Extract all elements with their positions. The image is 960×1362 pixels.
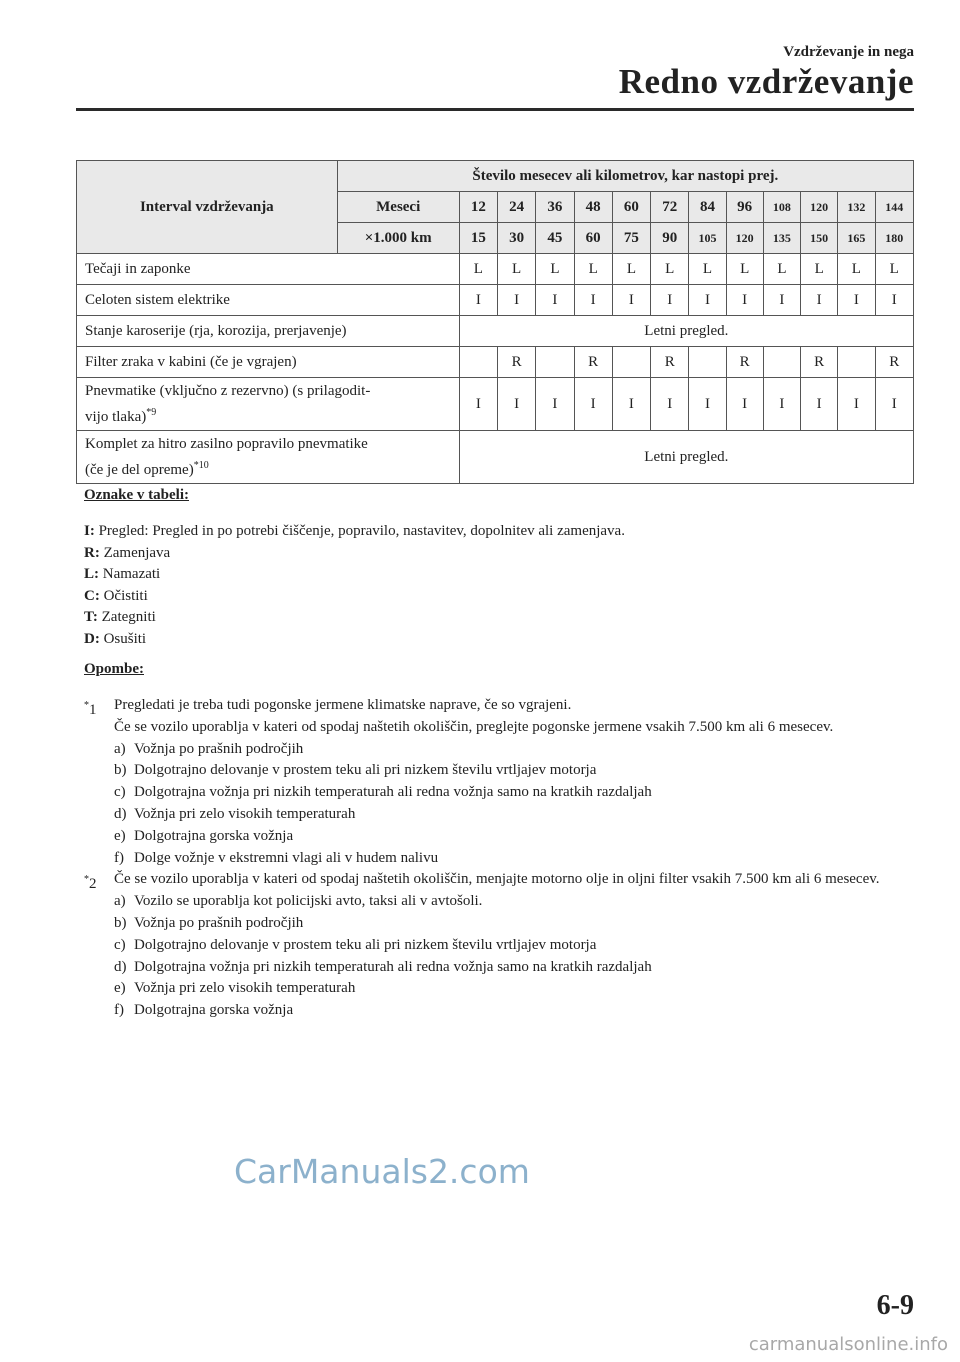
table-cell: I (536, 285, 574, 316)
annual-check-cell: Letni pregled. (459, 316, 913, 347)
legend-text: Zategniti (101, 609, 156, 626)
table-cell: I (875, 285, 914, 316)
table-cell: R (726, 347, 763, 378)
note-item-key: f) (114, 849, 124, 866)
note-item-text: Dolgotrajna gorska vožnja (134, 1002, 294, 1019)
table-cell: I (574, 378, 612, 431)
watermark-logo: CarManuals2.com (234, 1152, 530, 1191)
table-cell: I (838, 285, 875, 316)
annual-check-cell: Letni pregled. (459, 431, 913, 484)
legend-title: Oznake v tabeli: (84, 487, 189, 503)
km-cell: 180 (875, 223, 914, 254)
months-label: Meseci (337, 192, 459, 223)
maintenance-table (76, 160, 914, 484)
km-cell: 15 (459, 223, 497, 254)
month-cell: 72 (651, 192, 689, 223)
note-item-key: c) (114, 784, 126, 801)
month-cell: 144 (875, 192, 914, 223)
row-label (77, 431, 460, 484)
note-item (114, 848, 914, 870)
legend-item (84, 629, 625, 651)
note-item-text: Vožnja pri zelo visokih temperaturah (134, 805, 356, 822)
table-cell: I (498, 285, 536, 316)
table-row (77, 316, 914, 347)
legend-key: I: (84, 523, 95, 539)
table-row (77, 254, 914, 285)
month-cell: 84 (689, 192, 726, 223)
note-item-key: b) (114, 762, 127, 779)
row-label-line1: Komplet za hitro zasilno popravilo pnevmatike (85, 435, 368, 452)
legend-item (84, 564, 625, 586)
row-label: Stanje karoserije (rja, korozija, prerjavenje) (77, 316, 460, 347)
row-label-line1: Pnevmatike (vključno z rezervno) (s prilagodit- (85, 382, 371, 399)
table-cell: I (498, 378, 536, 431)
table-cell: R (875, 347, 914, 378)
note-item (114, 913, 914, 935)
table-cell: I (536, 378, 574, 431)
month-cell: 132 (838, 192, 875, 223)
table-header-row (77, 161, 914, 192)
note-2 (84, 869, 914, 1022)
table-cell: R (574, 347, 612, 378)
table-cell: I (801, 285, 838, 316)
note-item (114, 891, 914, 913)
note-text: Če se vozilo uporablja v kateri od spodaj naštetih okoliščin, preglejte pogonske jermene vsakih 7.500 km ali 6 mesecev. (114, 718, 834, 735)
legend-key: T: (84, 609, 98, 626)
km-cell: 45 (536, 223, 574, 254)
footnote-ref: *9 (146, 406, 157, 418)
note-item-key: d) (114, 805, 127, 822)
legend-text: Zamenjava (103, 544, 171, 561)
row-label: Tečaji in zaponke (77, 254, 460, 285)
table-cell: I (801, 378, 838, 431)
legend-text: Očistiti (103, 587, 148, 604)
table-cell: R (498, 347, 536, 378)
km-cell: 30 (498, 223, 536, 254)
note-item (114, 760, 914, 782)
table-cell: L (838, 254, 875, 285)
table-cell: I (574, 285, 612, 316)
month-cell: 24 (498, 192, 536, 223)
table-row (77, 431, 914, 484)
note-item-key: e) (114, 827, 126, 844)
note-item-text: Vožnja po prašnih področjih (134, 740, 304, 757)
note-item (114, 782, 914, 804)
table-cell: L (689, 254, 726, 285)
legend-item (84, 543, 625, 565)
note-item (114, 739, 914, 761)
table-cell: I (838, 378, 875, 431)
section-title: Vzdrževanje in nega (783, 44, 914, 60)
km-cell: 60 (574, 223, 612, 254)
note-item-text: Vožnja po prašnih področjih (134, 914, 304, 931)
table-cell: L (612, 254, 650, 285)
legend-key: C: (84, 587, 100, 604)
table-cell (689, 347, 726, 378)
table-body (77, 161, 914, 484)
km-cell: 150 (801, 223, 838, 254)
note-item-key: e) (114, 980, 126, 997)
note-item-key: a) (114, 740, 126, 757)
table-cell: L (726, 254, 763, 285)
table-cell: I (651, 378, 689, 431)
table-cell: R (651, 347, 689, 378)
table-cell: L (498, 254, 536, 285)
table-cell: L (763, 254, 800, 285)
month-cell: 36 (536, 192, 574, 223)
notes-title: Opombe: (84, 661, 144, 677)
table-cell: I (459, 378, 497, 431)
note-item-text: Dolgotrajna vožnja pri nizkih temperaturah ali redna vožnja samo na kratkih razdaljah (134, 958, 652, 975)
table-cell (838, 347, 875, 378)
row-label: Celoten sistem elektrike (77, 285, 460, 316)
table-cell: L (536, 254, 574, 285)
km-label: ×1.000 km (337, 223, 459, 254)
legend-item (84, 521, 625, 543)
table-cell: L (875, 254, 914, 285)
note-item (114, 826, 914, 848)
table-cell: I (763, 378, 800, 431)
month-cell: 96 (726, 192, 763, 223)
table-cell: L (574, 254, 612, 285)
table-cell: I (689, 378, 726, 431)
km-cell: 75 (612, 223, 650, 254)
footer-link: carmanualsonline.info (748, 1334, 948, 1355)
note-1-number: *1 (84, 700, 97, 718)
month-cell: 12 (459, 192, 497, 223)
table-cell: I (726, 378, 763, 431)
km-cell: 90 (651, 223, 689, 254)
km-cell: 135 (763, 223, 800, 254)
legend-text: Osušiti (103, 630, 147, 647)
row-label-line2: (če je del opreme) (85, 461, 194, 478)
table-cell (536, 347, 574, 378)
legend-list (84, 521, 625, 651)
footnote-ref: *10 (193, 459, 209, 471)
note-item-text: Dolge vožnje v ekstremni vlagi ali v hudem nalivu (134, 849, 439, 866)
table-cell: L (459, 254, 497, 285)
table-cell: I (612, 378, 650, 431)
note-item (114, 804, 914, 826)
note-item-text: Dolgotrajna vožnja pri nizkih temperaturah ali redna vožnja samo na kratkih razdaljah (134, 784, 652, 801)
month-cell: 120 (801, 192, 838, 223)
legend-text: Namazati (102, 566, 161, 583)
legend-key: D: (84, 630, 100, 647)
table-cell: I (763, 285, 800, 316)
table-cell (612, 347, 650, 378)
interval-label: Interval vzdrževanja (77, 161, 338, 254)
note-item-text: Dolgotrajno delovanje v prostem teku ali pri nizkem številu vrtljajev motorja (134, 762, 597, 779)
note-2-number: *2 (84, 874, 97, 893)
table-cell: L (801, 254, 838, 285)
note-item-key: f) (114, 1002, 124, 1019)
table-cell: R (801, 347, 838, 378)
note-item-text: Vožnja pri zelo visokih temperaturah (134, 980, 356, 997)
legend-item (84, 586, 625, 608)
table-cell: I (612, 285, 650, 316)
table-cell: I (689, 285, 726, 316)
legend-item (84, 607, 625, 629)
note-text: Pregledati je treba tudi pogonske jermene klimatske naprave, če so vgrajeni. (114, 697, 572, 713)
table-row (77, 378, 914, 431)
note-item (114, 935, 914, 957)
km-cell: 165 (838, 223, 875, 254)
page-number: 6-9 (876, 1290, 914, 1321)
month-cell: 108 (763, 192, 800, 223)
table-cell: I (726, 285, 763, 316)
note-item-key: c) (114, 936, 126, 953)
row-label (77, 378, 460, 431)
note-text: Če se vozilo uporablja v kateri od spodaj naštetih okoliščin, menjajte motorno olje in oljni filter vsakih 7.500 km ali 6 mesecev. (114, 871, 880, 888)
row-label: Filter zraka v kabini (če je vgrajen) (77, 347, 460, 378)
table-cell (763, 347, 800, 378)
note-item (114, 1000, 914, 1022)
month-cell: 48 (574, 192, 612, 223)
legend-key: R: (84, 544, 100, 561)
note-item-key: d) (114, 958, 127, 975)
notes-list (84, 695, 914, 1022)
km-cell: 120 (726, 223, 763, 254)
table-cell: I (459, 285, 497, 316)
page-title: Redno vzdrževanje (618, 62, 914, 101)
legend-text: Pregled: Pregled in po potrebi čiščenje, popravilo, nastavitev, dopolnitev ali zamenjava. (98, 523, 625, 539)
note-1 (84, 695, 914, 869)
table-cell: L (651, 254, 689, 285)
top-header: Število mesecev ali kilometrov, kar nastopi prej. (337, 161, 913, 192)
month-cell: 60 (612, 192, 650, 223)
legend-key: L: (84, 566, 99, 583)
note-item-key: a) (114, 893, 126, 910)
note-item-text: Dolgotrajno delovanje v prostem teku ali pri nizkem številu vrtljajev motorja (134, 936, 597, 953)
note-item (114, 978, 914, 1000)
table-cell (459, 347, 497, 378)
note-item-key: b) (114, 914, 127, 931)
table-row (77, 285, 914, 316)
table-cell: I (875, 378, 914, 431)
note-item (114, 957, 914, 979)
header-rule (76, 108, 914, 111)
note-item-text: Vozilo se uporablja kot policijski avto, taksi ali v avtošoli. (134, 893, 483, 910)
km-cell: 105 (689, 223, 726, 254)
table-row (77, 347, 914, 378)
table-cell: I (651, 285, 689, 316)
note-item-text: Dolgotrajna gorska vožnja (134, 827, 294, 844)
row-label-line2: vijo tlaka) (85, 408, 147, 425)
